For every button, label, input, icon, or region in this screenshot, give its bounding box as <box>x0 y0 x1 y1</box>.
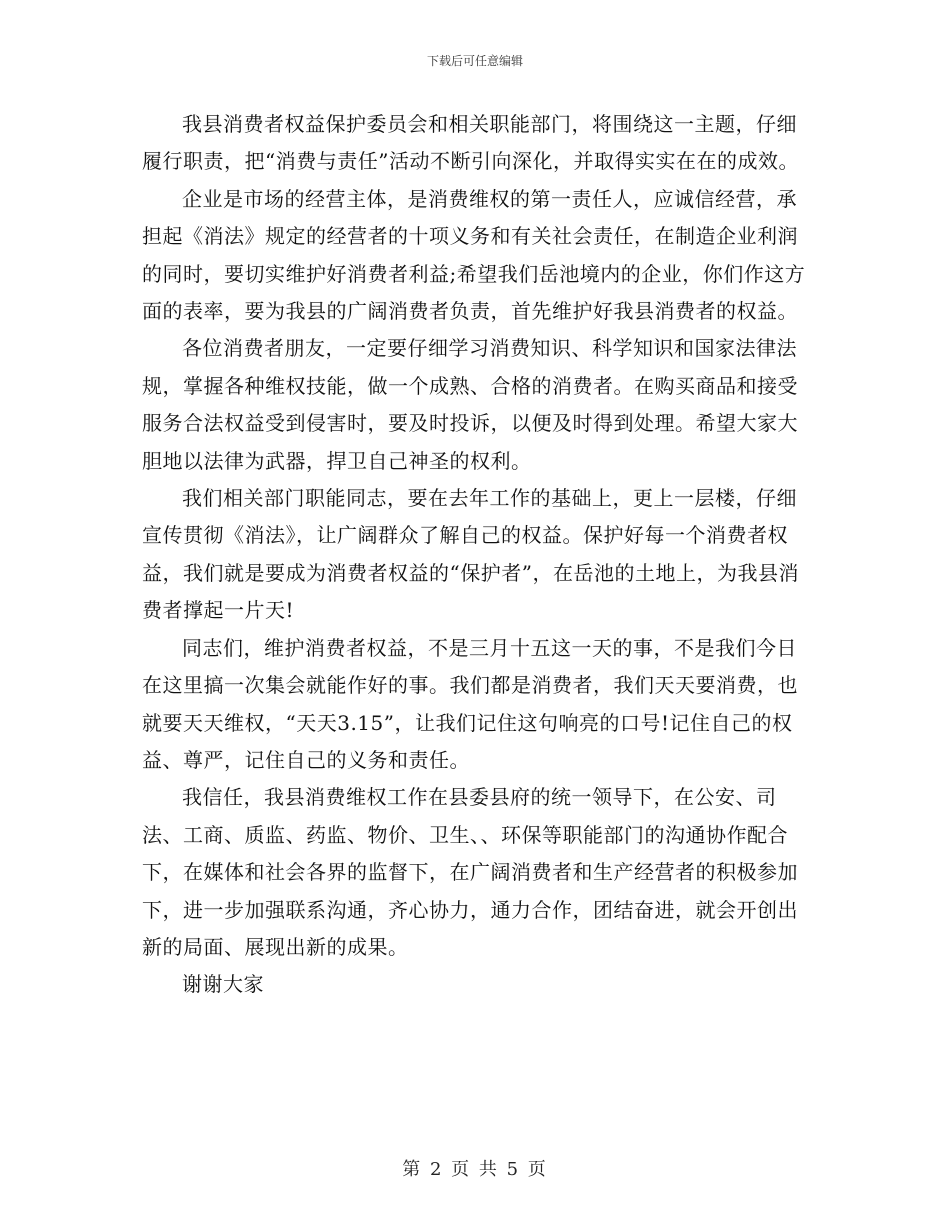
document-body <box>142 106 807 1004</box>
paragraph-4: 我们相关部门职能同志，要在去年工作的基础上，更上一层楼，仔细宣传贯彻《消法》，让广阔群众了解自己的权益。保护好每一个消费者权益，我们就是要成为消费者权益的“保护者”，在岳池的土地上，为我县消费者撑起一片天! <box>142 486 799 623</box>
page-header-note: 下载后可任意编辑 <box>426 54 523 68</box>
paragraph-5: 同志们，维护消费者权益，不是三月十五这一天的事，不是我们今日在这里搞一次集会就能作好的事。我们都是消费者，我们天天要消费，也就要天天维权，“天天3.15”，让我们记住这句响亮的口号!记住自己的权益、尊严，记住自己的义务和责任。 <box>142 635 798 772</box>
paragraph-3: 各位消费者朋友，一定要仔细学习消费知识、科学知识和国家法律法规，掌握各种维权技能，做一个成熟、合格的消费者。在购买商品和接受服务合法权益受到侵害时，要及时投诉，以便及时得到处理。希望大家大胆地以法律为武器，捍卫自己神圣的权利。 <box>142 336 798 473</box>
paragraph-2: 企业是市场的经营主体，是消费维权的第一责任人，应诚信经营，承担起《消法》规定的经营者的十项义务和有关社会责任，在制造企业利润的同时，要切实维护好消费者利益;希望我们岳池境内的企业，你们作这方面的表率，要为我县的广阔消费者负责，首先维护好我县消费者的权益。 <box>142 186 806 324</box>
paragraph-6: 我信任，我县消费维权工作在县委县府的统一领导下，在公安、司法、工商、质监、药监、物价、卫生、、环保等职能部门的沟通协作配合下，在媒体和社会各界的监督下，在广阔消费者和生产经营者的积极参加下，进一步加强联系沟通，齐心协力，通力合作，团结奋进，就会开创出新的局面、展现出新的成果。 <box>142 785 798 959</box>
paragraph-1: 我县消费者权益保护委员会和相关职能部门，将围绕这一主题，仔细履行职责，把“消费与责任”活动不断引向深化，并取得实实在在的成效。 <box>142 112 799 174</box>
page-number: 第 2 页 共 5 页 <box>402 1159 548 1180</box>
paragraph-closing: 谢谢大家 <box>182 972 264 997</box>
